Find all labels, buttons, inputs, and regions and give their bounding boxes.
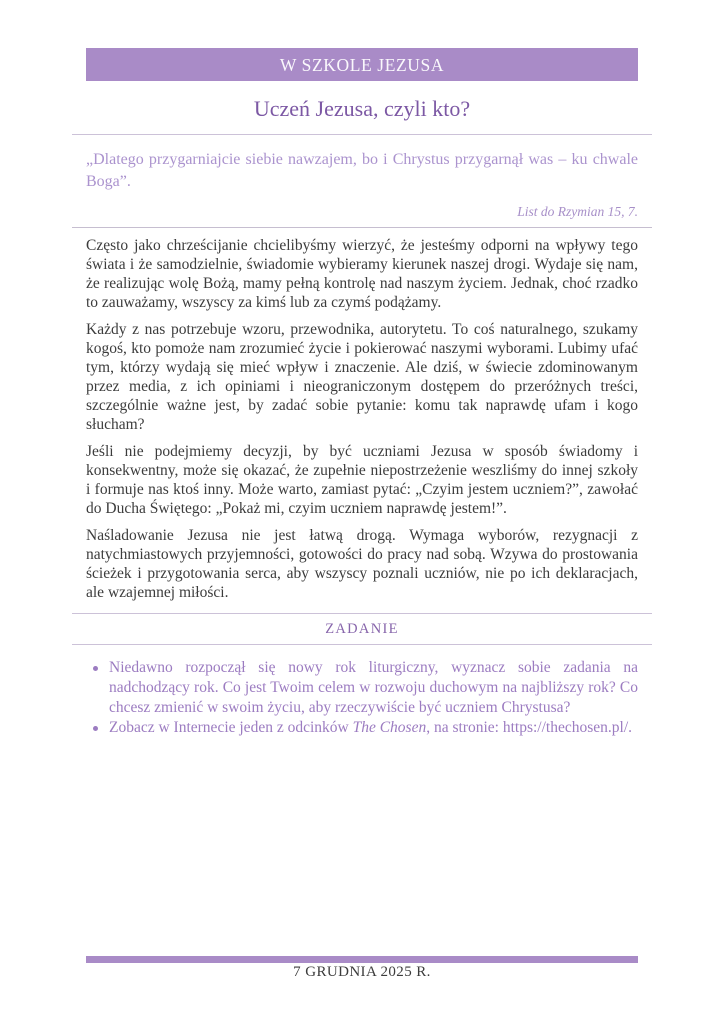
- section-banner: W SZKOLE JEZUSA: [86, 48, 638, 81]
- paragraph-3: Jeśli nie podejmiemy decyzji, by być uczniami Jezusa w sposób świadomy i konsekwentny, może się okazać, że zupełnie niepostrzeżenie weszliśmy do innej szkoły i formuje nas ktoś inny. Może warto, zamiast pytać: „Czyim jestem uczniem?”, zawołać do Ducha Świętego: „Pokaż mi, czyim uczniem naprawdę jestem!”.: [86, 443, 638, 517]
- task-item-1-text: Niedawno rozpoczął się nowy rok liturgiczny, wyznacz sobie zadania na nadchodzący rok. Co jest Twoim celem w rozwoju duchowym na najbliższy rok? Co chcesz zmienić w swoim życiu, aby rzeczywiście być uczniem Chrystusa?: [109, 659, 638, 716]
- divider-top: [72, 134, 652, 135]
- task-item-2-text-pre: Zobacz w Internecie jeden z odcinków: [109, 719, 353, 736]
- scripture-quote: „Dlatego przygarniajcie siebie nawzajem, bo i Chrystus przygarnął was – ku chwale Boga”.: [86, 151, 638, 190]
- divider-task-top: [72, 613, 652, 614]
- task-item-2: [86, 718, 638, 738]
- paragraph-1: Często jako chrześcijanie chcielibyśmy wierzyć, że jesteśmy odporni na wpływy tego świata i że samodzielnie, świadomie wybieramy kierunek naszej drogi. Wydaje się nam, że realizując wolę Bożą, mamy pełną kontrolę nad naszym życiem. Jednak, choć rzadko to zauważamy, wszyscy za kimś lub za czymś podążamy.: [86, 237, 638, 311]
- divider-quote: [72, 227, 652, 228]
- task-heading: ZADANIE: [325, 621, 399, 637]
- paragraph-4: Naśladowanie Jezusa nie jest łatwą drogą. Wymaga wyborów, rezygnacji z natychmiastowych przyjemności, gotowości do pracy nad sobą. Wzywa do prostowania ścieżek i przygotowania serca, aby wszyscy poznali uczniów, nie po ich deklaracjach, ale wzajemnej miłości.: [86, 527, 638, 601]
- footer-date: 7 GRUDNIA 2025 R.: [293, 964, 431, 980]
- task-list: [86, 658, 638, 738]
- task-item-2-series-title: The Chosen: [352, 719, 427, 736]
- footer-bar: [86, 956, 638, 963]
- task-item-2-text-mid: , na stronie:: [426, 719, 503, 736]
- thechosen-link[interactable]: https://thechosen.pl/.: [502, 719, 632, 736]
- bullet-icon: [93, 726, 98, 731]
- bullet-icon: [93, 666, 98, 671]
- task-item-1: [86, 658, 638, 718]
- divider-task-bottom: [72, 644, 652, 645]
- scripture-attribution: List do Rzymian 15, 7.: [517, 204, 638, 219]
- article-title: Uczeń Jezusa, czyli kto?: [253, 96, 471, 121]
- paragraph-2: Każdy z nas potrzebuje wzoru, przewodnika, autorytetu. To coś naturalnego, szukamy kogoś, kto pomoże nam zrozumieć życie i pokierować naszymi wyborami. Lubimy ufać tym, którzy wydają się mieć wpływ i znaczenie. Ale dziś, w świecie zdominowanym przez media, z ich opiniami i nieograniczonym dostępem do przeróżnych treści, szczególnie ważne jest, by zadać sobie pytanie: komu tak naprawdę ufam i kogo słucham?: [86, 321, 638, 433]
